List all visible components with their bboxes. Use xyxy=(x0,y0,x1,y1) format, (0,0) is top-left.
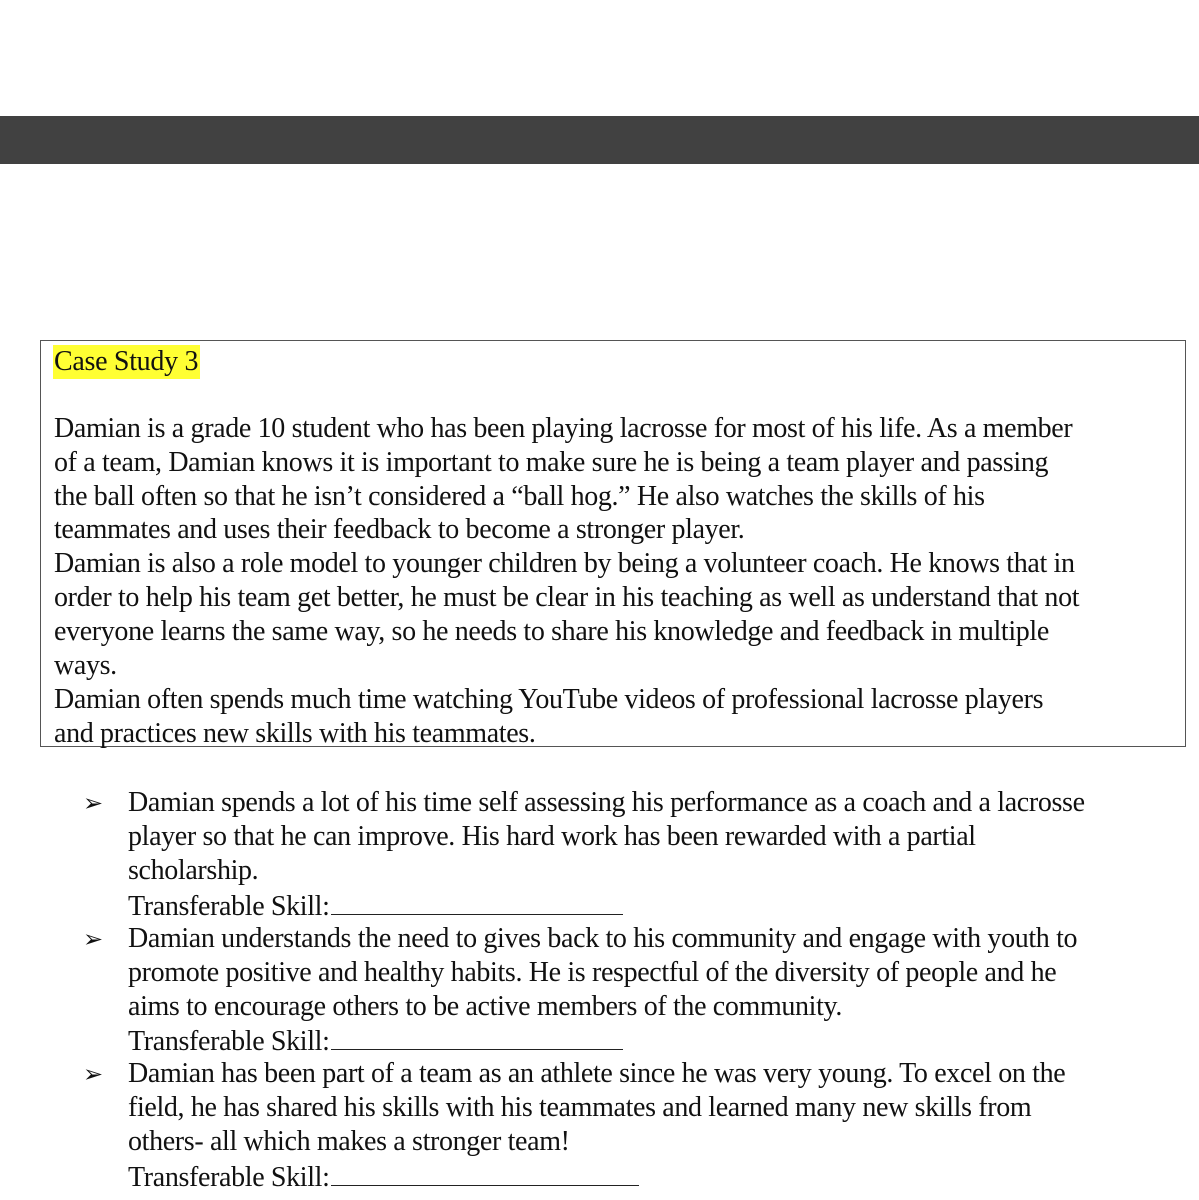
transferable-skill-label: Transferable Skill: xyxy=(128,1162,330,1193)
paragraph-2-line-4: ways. xyxy=(54,650,117,681)
case-study-title: Case Study 3 xyxy=(54,346,199,377)
bullet-arrow-icon: ➢ xyxy=(83,925,104,953)
bullet-2-line-1: Damian understands the need to gives back to his community and engage with youth to xyxy=(128,923,1078,954)
bullet-arrow-icon: ➢ xyxy=(83,1060,104,1088)
transferable-skill-label: Transferable Skill: xyxy=(128,891,330,922)
answer-blank-1[interactable] xyxy=(331,888,623,915)
transferable-skill-1 xyxy=(128,888,623,924)
transferable-skill-label: Transferable Skill: xyxy=(128,1026,330,1057)
bullet-1-line-2: player so that he can improve. His hard work has been rewarded with a partial xyxy=(128,821,976,852)
bullet-1-line-1: Damian spends a lot of his time self assessing his performance as a coach and a lacrosse xyxy=(128,787,1085,818)
bullet-2-line-3: aims to encourage others to be active members of the community. xyxy=(128,991,843,1022)
bullet-arrow-icon: ➢ xyxy=(83,789,104,817)
paragraph-1-line-4: teammates and uses their feedback to become a stronger player. xyxy=(54,514,745,545)
bullet-1-line-3: scholarship. xyxy=(128,855,259,886)
top-dark-bar xyxy=(0,116,1199,164)
answer-blank-2[interactable] xyxy=(331,1023,623,1050)
bullet-3-line-3: others- all which makes a stronger team! xyxy=(128,1126,570,1157)
transferable-skill-3 xyxy=(128,1159,639,1195)
answer-blank-3[interactable] xyxy=(331,1159,639,1186)
paragraph-1-line-1: Damian is a grade 10 student who has been playing lacrosse for most of his life. As a member xyxy=(54,413,1073,444)
paragraph-1-line-3: the ball often so that he isn’t considered a “ball hog.” He also watches the skills of his xyxy=(54,481,985,512)
bullet-2-line-2: promote positive and healthy habits. He is respectful of the diversity of people and he xyxy=(128,957,1057,988)
paragraph-1-line-2: of a team, Damian knows it is important to make sure he is being a team player and passing xyxy=(54,447,1049,478)
bullet-3-line-1: Damian has been part of a team as an athlete since he was very young. To excel on the xyxy=(128,1058,1066,1089)
paragraph-2-line-1: Damian is also a role model to younger children by being a volunteer coach. He knows that in xyxy=(54,548,1075,579)
paragraph-2-line-2: order to help his team get better, he must be clear in his teaching as well as understand that not xyxy=(54,582,1080,613)
paragraph-2-line-3: everyone learns the same way, so he needs to share his knowledge and feedback in multiple xyxy=(54,616,1049,647)
paragraph-3-line-2: and practices new skills with his teammates. xyxy=(54,718,536,749)
paragraph-3-line-1: Damian often spends much time watching YouTube videos of professional lacrosse players xyxy=(54,684,1044,715)
transferable-skill-2 xyxy=(128,1023,623,1059)
bullet-3-line-2: field, he has shared his skills with his teammates and learned many new skills from xyxy=(128,1092,1032,1123)
